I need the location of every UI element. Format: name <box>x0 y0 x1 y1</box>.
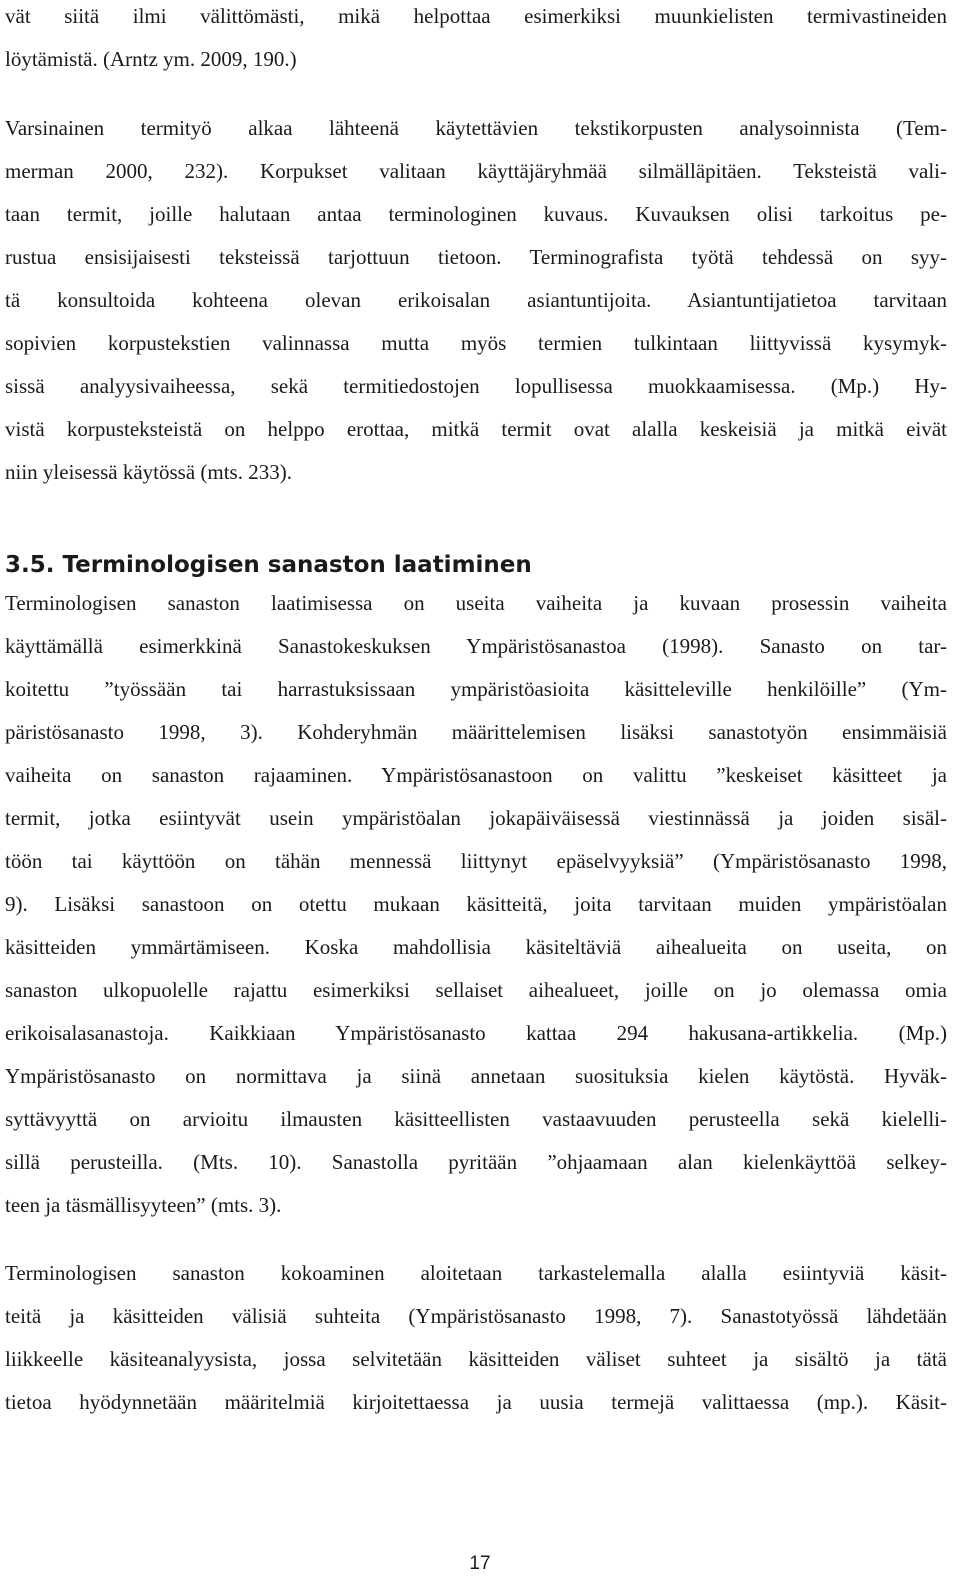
text-line: syttävyyttä on arvioitu ilmausten käsitteellisten vastaavuuden perusteella sekä kielelli- <box>5 1107 947 1131</box>
text-line: Terminologisen sanaston laatimisessa on useita vaiheita ja kuvaan prosessin vaiheita <box>5 591 947 615</box>
text-line: Terminologisen sanaston kokoaminen aloitetaan tarkastelemalla alalla esiintyviä käsit- <box>5 1261 947 1285</box>
text-line: käsitteiden ymmärtämiseen. Koska mahdollisia käsiteltäviä aihealueita on useita, on <box>5 935 947 959</box>
text-line: rustua ensisijaisesti teksteissä tarjottuun tietoon. Terminografista työtä tehdessä on syy- <box>5 245 947 269</box>
text-line: teen ja täsmällisyyteen” (mts. 3). <box>5 1193 282 1217</box>
text-line: 9). Lisäksi sanastoon on otettu mukaan käsitteitä, joita tarvitaan muiden ympäristöalan <box>5 892 947 916</box>
section-heading: 3.5. Terminologisen sanaston laatiminen <box>5 552 532 578</box>
text-line: vaiheita on sanaston rajaaminen. Ympäristösanastoon on valittu ”keskeiset käsitteet ja <box>5 763 947 787</box>
text-line: Varsinainen termityö alkaa lähteenä käytettävien tekstikorpusten analysoinnista (Tem- <box>5 116 947 140</box>
text-line: päristösanasto 1998, 3). Kohderyhmän määrittelemisen lisäksi sanastotyön ensimmäisiä <box>5 720 947 744</box>
text-line: niin yleisessä käytössä (mts. 233). <box>5 460 292 484</box>
text-line: tä konsultoida kohteena olevan erikoisalan asiantuntijoita. Asiantuntijatietoa tarvitaan <box>5 288 947 312</box>
text-line: sopivien korpustekstien valinnassa mutta myös termien tulkintaan liittyvissä kysymyk- <box>5 331 947 355</box>
text-line: tietoa hyödynnetään määritelmiä kirjoitettaessa ja uusia termejä valittaessa (mp.). Käsit- <box>5 1390 947 1414</box>
text-line: Ympäristösanasto on normittava ja siinä annetaan suosituksia kielen käytöstä. Hyväk- <box>5 1064 947 1088</box>
page-number: 17 <box>469 1553 491 1574</box>
text-line: erikoisalasanastoja. Kaikkiaan Ympäristösanasto kattaa 294 hakusana-artikkelia. (Mp.) <box>5 1021 947 1045</box>
text-line: sillä perusteilla. (Mts. 10). Sanastolla pyritään ”ohjaamaan alan kielenkäyttöä selkey- <box>5 1150 947 1174</box>
text-line: teitä ja käsitteiden välisiä suhteita (Ympäristösanasto 1998, 7). Sanastotyössä lähdetään <box>5 1304 947 1328</box>
text-line: sissä analyysivaiheessa, sekä termitiedostojen lopullisessa muokkaamisessa. (Mp.) Hy- <box>5 374 947 398</box>
text-line: taan termit, joille halutaan antaa terminologinen kuvaus. Kuvauksen olisi tarkoitus pe- <box>5 202 947 226</box>
text-line: töön tai käyttöön on tähän mennessä liittynyt epäselvyyksiä” (Ympäristösanasto 1998, <box>5 849 947 873</box>
text-line: liikkeelle käsiteanalyysista, jossa selvitetään käsitteiden väliset suhteet ja sisältö ja tätä <box>5 1347 947 1371</box>
text-line: vät siitä ilmi välittömästi, mikä helpottaa esimerkiksi muunkielisten termivastineiden <box>5 4 947 28</box>
text-line: koitettu ”työssään tai harrastuksissaan ympäristöasioita käsitteleville henkilöille” (Ym- <box>5 677 947 701</box>
text-line: sanaston ulkopuolelle rajattu esimerkiksi sellaiset aihealueet, joille on jo olemassa omia <box>5 978 947 1002</box>
text-line: käyttämällä esimerkkinä Sanastokeskuksen Ympäristösanastoa (1998). Sanasto on tar- <box>5 634 947 658</box>
text-line: merman 2000, 232). Korpukset valitaan käyttäjäryhmää silmälläpitäen. Teksteistä vali- <box>5 159 947 183</box>
text-line: termit, jotka esiintyvät usein ympäristöalan jokapäiväisessä viestinnässä ja joiden sisäl- <box>5 806 947 830</box>
text-line: vistä korpusteksteistä on helppo erottaa, mitkä termit ovat alalla keskeisiä ja mitkä eivät <box>5 417 947 441</box>
text-line: löytämistä. (Arntz ym. 2009, 190.) <box>5 47 297 71</box>
